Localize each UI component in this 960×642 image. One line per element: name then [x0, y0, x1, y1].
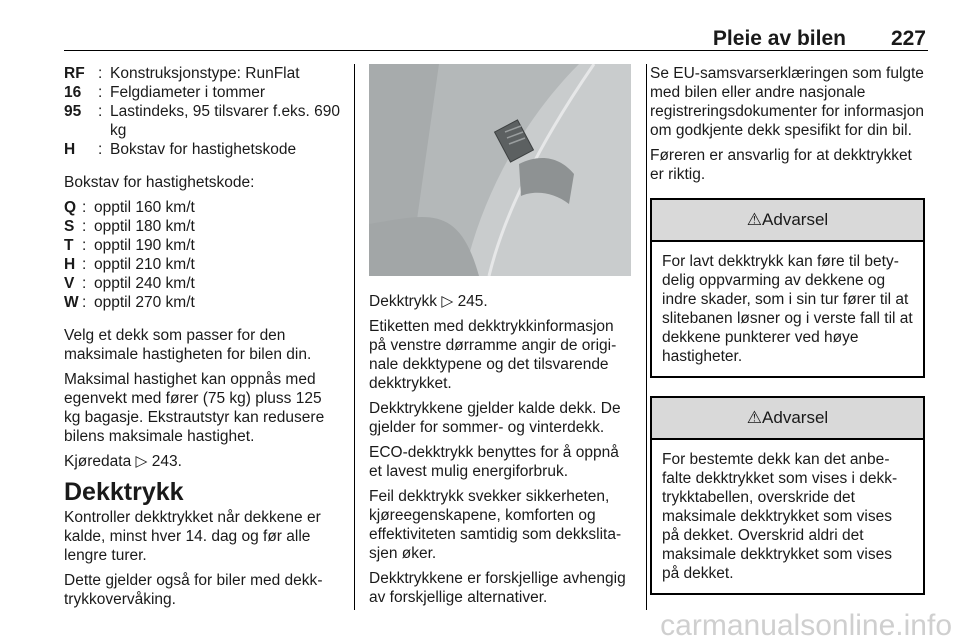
paragraph: Kontroller dekktrykket når dekkene er kalde, minst hver 14. dag og før alle lengre turer.: [64, 509, 321, 564]
column-divider: [646, 64, 647, 610]
definition-item: H : Bokstav for hastighetskode: [64, 141, 297, 158]
page-header: [64, 0, 928, 51]
speed-code-item: S : opptil 180 km/t: [64, 218, 195, 235]
page-title: Pleie av bilen: [712, 27, 846, 50]
speed-code-item: Q : opptil 160 km/t: [64, 199, 195, 216]
warning-box: [650, 198, 925, 378]
speed-code-item: T : opptil 190 km/t: [64, 237, 195, 254]
paragraph: ECO-dekktrykk benyttes for å oppnå et lavest mulig energiforbruk.: [369, 444, 619, 480]
speed-code-intro: Bokstav for hastighetskode:: [64, 174, 255, 191]
paragraph: Feil dekktrykk svekker sikkerheten, kjøreegenskapene, komforten og effektiviteten samtidig som dekkslitasjen øker.: [369, 488, 622, 562]
definition-item: RF : Konstruksjonstype: RunFlat: [64, 65, 300, 82]
warning-body: For bestemte dekk kan det anbefalte dekktrykket som vises i dekktrykktabellen, overskride det maksimale dekktrykket som vises på dekket. Overskrid aldri det maksimale dekktrykket som vises på dekket.: [662, 451, 898, 582]
column-middle: [369, 64, 632, 613]
paragraph: Maksimal hastighet kan oppnås med egenvekt med fører (75 kg) pluss 125 kg bagasje. Ekstrautstyr kan redusere bilens maksimale hastighet.: [64, 371, 325, 445]
definition-item: 95 : Lastindeks, 95 tilsvarer f.eks. 690 kg: [64, 103, 341, 139]
paragraph: Dette gjelder også for biler med dekktrykkovervåking.: [64, 572, 323, 608]
section-heading: Dekktrykk: [64, 478, 184, 506]
definition-item: 16 : Felgdiameter i tommer: [64, 84, 266, 101]
column-left: [64, 64, 341, 615]
watermark: carmanualsonline.info: [660, 609, 952, 642]
warning-title: ⚠Advarsel: [652, 200, 923, 242]
column-divider: [354, 64, 355, 610]
warning-box: [650, 396, 925, 595]
paragraph: Dekktrykkene gjelder kalde dekk. De gjelder for sommer- og vinterdekk.: [369, 400, 621, 436]
warning-title: ⚠Advarsel: [652, 398, 923, 440]
page-number: 227: [890, 27, 926, 50]
paragraph: Se EU-samsvarserklæringen som fulgte med bilen eller andre nasjonale registreringsdokumenter for informasjon om godkjente dekk spesifikt for din bil.: [650, 65, 924, 139]
speed-code-item: V : opptil 240 km/t: [64, 275, 195, 292]
warning-body: For lavt dekktrykk kan føre til betydelig oppvarming av dekkene og indre skader, som i sin tur fører til at slitebanen løsner og i verste fall til at dekkene punkterer ved høye hastigheter.: [662, 253, 913, 365]
column-right: [650, 64, 925, 613]
door-frame-label-image: [369, 64, 631, 276]
paragraph: Etiketten med dekktrykkinformasjon på venstre dørramme angir de originale dekktypene og det tilsvarende dekktrykket.: [369, 318, 617, 392]
cross-reference[interactable]: Kjøredata ▷ 243.: [64, 453, 182, 470]
paragraph: Velg et dekk som passer for den maksimale hastigheten for bilen din.: [64, 327, 312, 363]
paragraph: Føreren er ansvarlig for at dekktrykket er riktig.: [650, 147, 912, 183]
speed-code-item: W : opptil 270 km/t: [64, 294, 195, 311]
paragraph: Dekktrykkene er forskjellige avhengig av forskjellige alternativer.: [369, 570, 626, 606]
cross-reference[interactable]: Dekktrykk ▷ 245.: [369, 293, 488, 310]
speed-code-item: H : opptil 210 km/t: [64, 256, 195, 273]
